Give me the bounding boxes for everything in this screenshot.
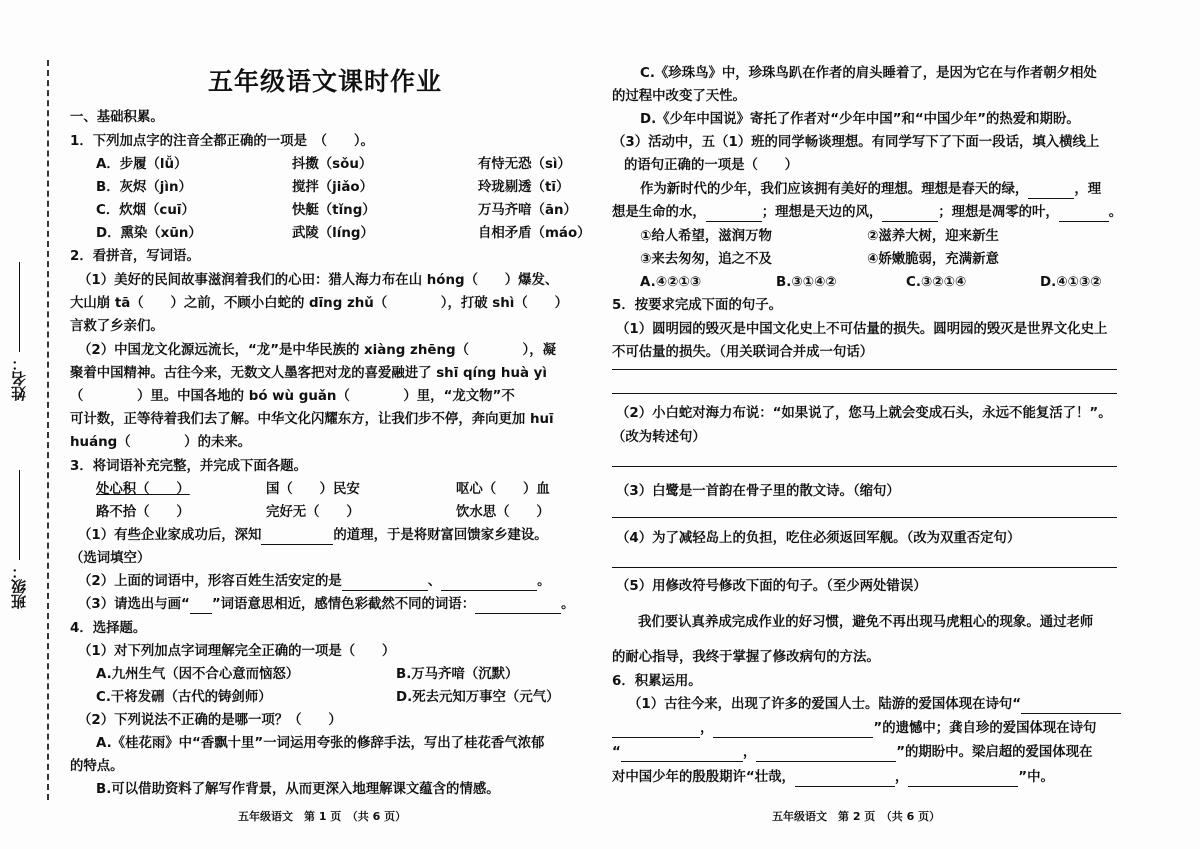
answer-blank[interactable]: [908, 772, 1018, 787]
answer-blank[interactable]: [475, 599, 561, 614]
answer-blank[interactable]: [441, 576, 537, 591]
option-b-2: 搅拌（jiǎo）: [292, 180, 373, 195]
answer-option-d: D.④①③②: [1040, 275, 1102, 290]
q4-sub-3-cont: 的语句正确的一项是（ ）: [624, 158, 799, 173]
option-a-1: A．步履（lǚ）: [96, 157, 188, 172]
question-1: 1．下列加点字的注音全都正确的一项是 （ ）。: [70, 134, 374, 149]
q3-sub-2: （2）上面的词语中，形容百姓生活安定的是 、 。: [78, 574, 551, 589]
q5-sub-3: （3）白鹭是一首韵在骨子里的散文诗。（缩句）: [616, 484, 900, 499]
q4-option-c: C.干将发硎（古代的铸剑师）: [96, 690, 272, 705]
q4-sub-2-c-cont: 的过程中改变了天性。: [612, 89, 746, 104]
q3-sub-1-note: （选词填空）: [70, 551, 151, 566]
answer-blank[interactable]: [342, 576, 428, 591]
q2-text-line: （ ）里。中国各地的 bó wù guǎn（ ）里，“龙文物”不: [70, 389, 515, 404]
q4-sub-1: （1）对下列加点字词理解完全正确的一项是（ ）: [78, 644, 396, 659]
answer-blank[interactable]: [1059, 207, 1109, 222]
passage-line: 想是生命的水， ；理想是天边的风， ；理想是凋零的叶， 。: [612, 205, 1123, 220]
q5-sub-1: （1）圆明园的毁灭是中国文化史上不可估量的损失。圆明园的毁灭是世界文化史上: [616, 322, 1108, 337]
option-b-3: 玲珑剔透（tī）: [478, 180, 570, 195]
q5-sub-5-text: 我们要认真养成完成作业的好习惯，避免不再出现马虎粗心的现象。通过老师: [638, 615, 1094, 630]
q2-text-line: 大山崩 tā（ ）之前，不顾小白蛇的 dīng zhǔ（ ），打破 shì（ ）: [70, 296, 568, 311]
page-footer-2: 五年级语文 第 2 页 （共 6 页）: [772, 810, 941, 823]
answer-blank[interactable]: [713, 723, 873, 738]
answer-line[interactable]: [612, 466, 1117, 467]
q5-sub-2-cont: （改为转述句）: [612, 430, 706, 445]
answer-option-a: A.④②①③: [640, 275, 702, 290]
q4-option-d: D.死去元知万事空（元气）: [396, 690, 560, 705]
page-footer-1: 五年级语文 第 1 页 （共 6 页）: [238, 810, 407, 823]
page-title: 五年级语文课时作业: [208, 67, 443, 96]
option-d-2: 武陵（líng）: [292, 226, 374, 241]
class-blank-line: [19, 470, 20, 560]
q2-text-line: 可计数，正等待着我们去了解。中华文化闪耀东方，让我们步不停，奔向更加 huī: [70, 412, 554, 427]
q2-text-line: 言救了乡亲们。: [70, 319, 164, 334]
answer-blank[interactable]: [1021, 699, 1121, 714]
choice-item: ④娇嫩脆弱，充满新意: [867, 252, 999, 267]
binding-margin: [0, 0, 58, 849]
q2-text-line: huáng（ ）的未来。: [70, 435, 252, 450]
q4-sub-3: （3）活动中，五（1）班的同学畅谈理想。有同学写下了下面一段话，填入横线上: [612, 135, 1100, 150]
passage-line: 作为新时代的少年，我们应该拥有美好的理想。理想是春天的绿， ，理: [640, 182, 1102, 197]
answer-blank[interactable]: [261, 530, 333, 545]
answer-blank[interactable]: [795, 772, 895, 787]
q2-text-line: 聚着中国精神。古往今来，无数文人墨客把对龙的喜爱融进了 shī qíng huà yì: [70, 366, 547, 381]
choice-item: ②滋养大树，迎来新生: [867, 229, 999, 244]
option-a-2: 抖擞（sǒu）: [292, 157, 373, 172]
section-heading: 一、基础积累。: [70, 110, 164, 125]
binding-dashed-line: [47, 60, 49, 800]
question-2: 2．看拼音，写词语。: [70, 249, 200, 264]
name-blank-line: [19, 262, 20, 352]
option-c-2: 快艇（tǐng）: [292, 203, 376, 218]
question-4: 4．选择题。: [70, 621, 147, 636]
question-3: 3．将词语补充完整，并完成下面各题。: [70, 459, 307, 474]
question-5: 5．按要求完成下面的句子。: [612, 298, 783, 313]
idiom-blank: 处心积（ ）: [96, 482, 190, 497]
q6-sub-1: （1）古往今来，出现了许多的爱国人士。陆游的爱国体现在诗句“: [628, 695, 1121, 714]
option-a-3: 有恃无恐（sì）: [478, 157, 571, 172]
choice-item: ①给人希望，滋润万物: [640, 229, 772, 244]
q6-line-2: ， ”的遗憾中；龚自珍的爱国体现在诗句: [612, 719, 1096, 738]
idiom-blank: 路不拾（ ）: [96, 505, 190, 520]
q4-sub-2-d: D.《少年中国说》寄托了作者对“少年中国”和“中国少年”的热爱和期盼。: [640, 112, 1080, 127]
q4-sub-2-b: B.可以借助资料了解写作背景，从而更深入地理解课文蕴含的情感。: [96, 782, 500, 797]
q3-sub-3: （3）请选出与画“ ”词语意思相近，感情色彩截然不同的词语： 。: [78, 597, 575, 612]
answer-blank[interactable]: [1028, 184, 1074, 199]
answer-blank[interactable]: [706, 207, 762, 222]
q4-sub-2-c: C.《珍珠鸟》中，珍珠鸟趴在作者的肩头睡着了，是因为它在与作者朝夕相处: [640, 66, 1097, 81]
q5-sub-4: （4）为了减轻岛上的负担，吃住必须返回军舰。（改为双重否定句）: [616, 531, 1021, 546]
idiom-blank: 呕心（ ）血: [456, 482, 550, 497]
q5-sub-5-text: 的耐心指导，我终于掌握了修改病句的方法。: [612, 650, 880, 665]
answer-line[interactable]: [612, 567, 1117, 568]
answer-blank[interactable]: [756, 747, 896, 762]
option-d-3: 自相矛盾（máo）: [478, 226, 591, 241]
option-b-1: B．灰烬（jìn）: [96, 180, 192, 195]
q6-line-3: “ ， ”的期盼中。梁启超的爱国体现在: [612, 745, 1093, 760]
idiom-blank: 饮水思（ ）: [456, 505, 550, 520]
q6-line-4: 对中国少年的殷殷期许“壮哉， ， ”中。: [612, 770, 1054, 785]
q4-option-a: A.九州生气（因不合心意而恼怒）: [96, 667, 300, 682]
option-c-1: C．炊烟（cuī）: [96, 203, 195, 218]
answer-line[interactable]: [612, 517, 1117, 518]
answer-line[interactable]: [612, 369, 1117, 370]
idiom-blank: 国（ ）民安: [266, 482, 360, 497]
q4-sub-2-a: A.《桂花雨》中“香飘十里”一词运用夸张的修辞手法，写出了桂花香气浓郁: [96, 736, 545, 751]
answer-option-b: B.③①④②: [776, 275, 837, 290]
question-6: 6．积累运用。: [612, 674, 702, 689]
q5-sub-2: （2）小白蛇对海力布说：“如果说了，您马上就会变成石头，永远不能复活了！”。: [616, 406, 1112, 421]
q2-text-line: （1）美好的民间故事滋润着我们的心田：猎人海力布在山 hóng（ ）爆发、: [78, 273, 559, 288]
answer-blank[interactable]: [621, 747, 743, 762]
answer-option-c: C.③②①④: [906, 275, 967, 290]
q5-sub-5: （5）用修改符号修改下面的句子。（至少两处错误）: [616, 579, 927, 594]
q5-sub-1-cont: 不可估量的损失。（用关联词合并成一句话）: [612, 345, 874, 360]
underline-mark: [190, 599, 212, 614]
answer-blank[interactable]: [882, 207, 938, 222]
q3-sub-1: （1）有些企业家成功后，深知 的道理，于是将财富回馈家乡建设。: [78, 528, 548, 543]
q4-option-b: B.万马齐喑（沉默）: [396, 667, 519, 682]
answer-blank[interactable]: [612, 723, 700, 738]
choice-item: ③来去匆匆，追之不及: [640, 252, 772, 267]
class-label: 班级：: [10, 564, 28, 609]
q4-sub-2: （2）下列说法不正确的是哪一项？（ ）: [78, 713, 342, 728]
option-c-3: 万马齐喑（ān）: [478, 203, 577, 218]
q4-sub-2-a-cont: 的特点。: [70, 759, 124, 774]
idiom-blank: 完好无（ ）: [266, 505, 360, 520]
q2-text-line: （2）中国龙文化源远流长，“龙”是中华民族的 xiàng zhēng（ ），凝: [78, 343, 556, 358]
option-d-1: D．熏染（xūn）: [96, 226, 202, 241]
name-label: 姓名：: [10, 356, 28, 401]
answer-line[interactable]: [612, 393, 1117, 394]
